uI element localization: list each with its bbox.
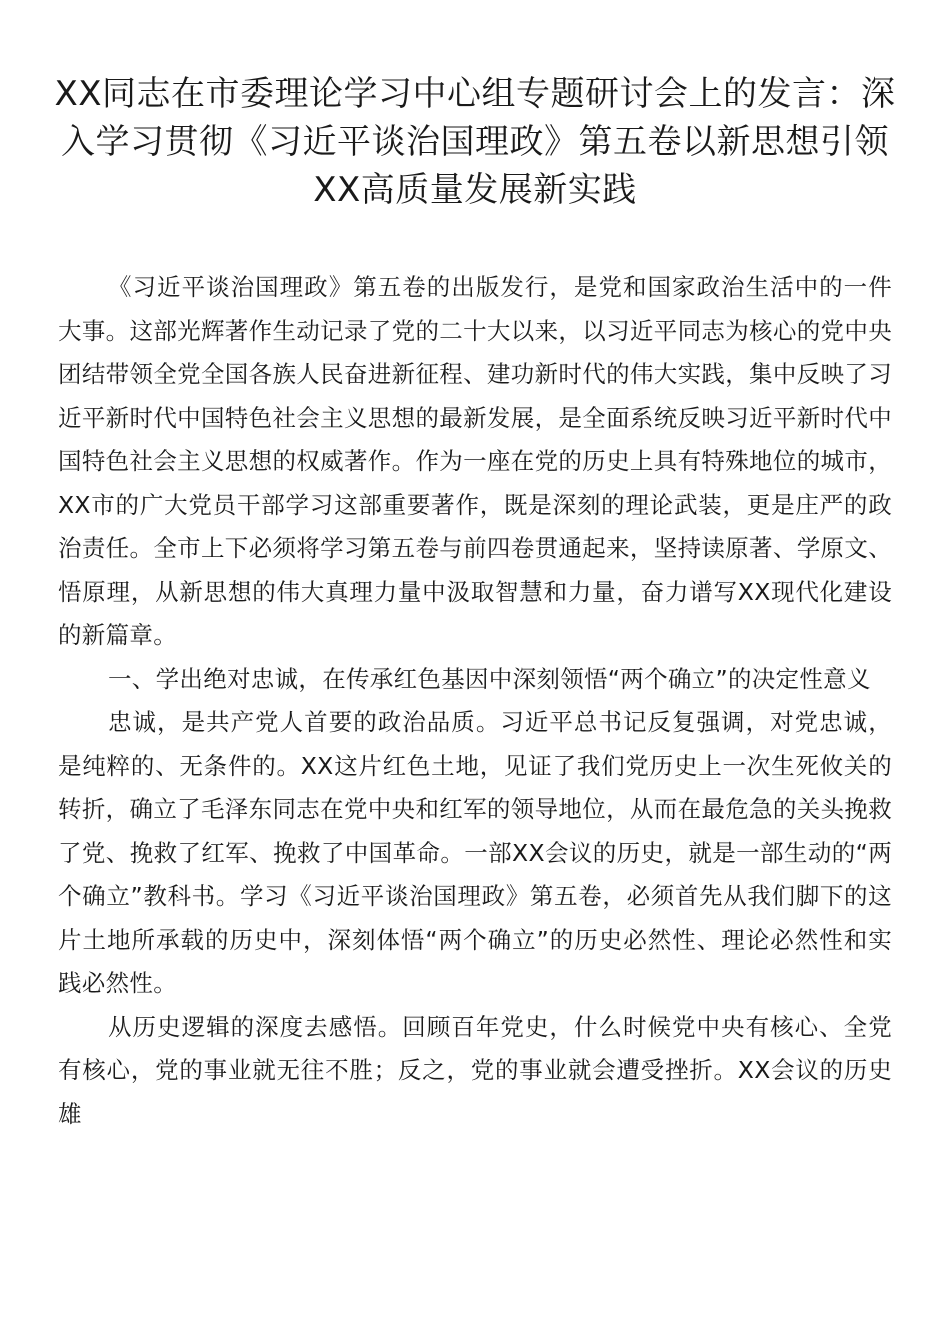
section-heading-1: 一、学出绝对忠诚，在传承红色基因中深刻领悟“两个确立”的决定性意义 (108, 664, 871, 693)
paragraph-history-logic: 从历史逻辑的深度去感悟。回顾百年党史，什么时候党中央有核心、全党有核心，党的事业就无往不胜；反之，党的事业就会遭受挫折。XX会议的历史雄 (58, 1012, 892, 1128)
paragraph-loyalty: 忠诚，是共产党人首要的政治品质。习近平总书记反复强调，对党忠诚，是纯粹的、无条件的。XX这片红色土地，见证了我们党历史上一次生死攸关的转折，确立了毛泽东同志在党中央和红军的领导地位，从而在最危急的关头挽救了党、挽救了红军、挽救了中国革命。一部XX会议的历史，就是一部生动的“两个确立”教科书。学习《习近平谈治国理政》第五卷，必须首先从我们脚下的这片土地所承载的历史中，深刻体悟“两个确立”的历史必然性、理论必然性和实践必然性。 (58, 708, 892, 997)
paragraph-intro: 《习近平谈治国理政》第五卷的出版发行，是党和国家政治生活中的一件大事。这部光辉著作生动记录了党的二十大以来，以习近平同志为核心的党中央团结带领全党全国各族人民奋进新征程、建功新时代的伟大实践，集中反映了习近平新时代中国特色社会主义思想的最新发展，是全面系统反映习近平新时代中国特色社会主义思想的权威著作。作为一座在党的历史上具有特殊地位的城市，XX市的广大党员干部学习这部重要著作，既是深刻的理论武装，更是庄严的政治责任。全市上下必须将学习第五卷与前四卷贯通起来，坚持读原著、学原文、悟原理，从新思想的伟大真理力量中汲取智慧和力量，奋力谱写XX现代化建设的新篇章。 (58, 273, 892, 649)
document-title: XX同志在市委理论学习中心组专题研讨会上的发言：深入学习贯彻《习近平谈治国理政》第五卷以新思想引领XX高质量发展新实践 (54, 74, 896, 210)
document-body (58, 266, 892, 1136)
